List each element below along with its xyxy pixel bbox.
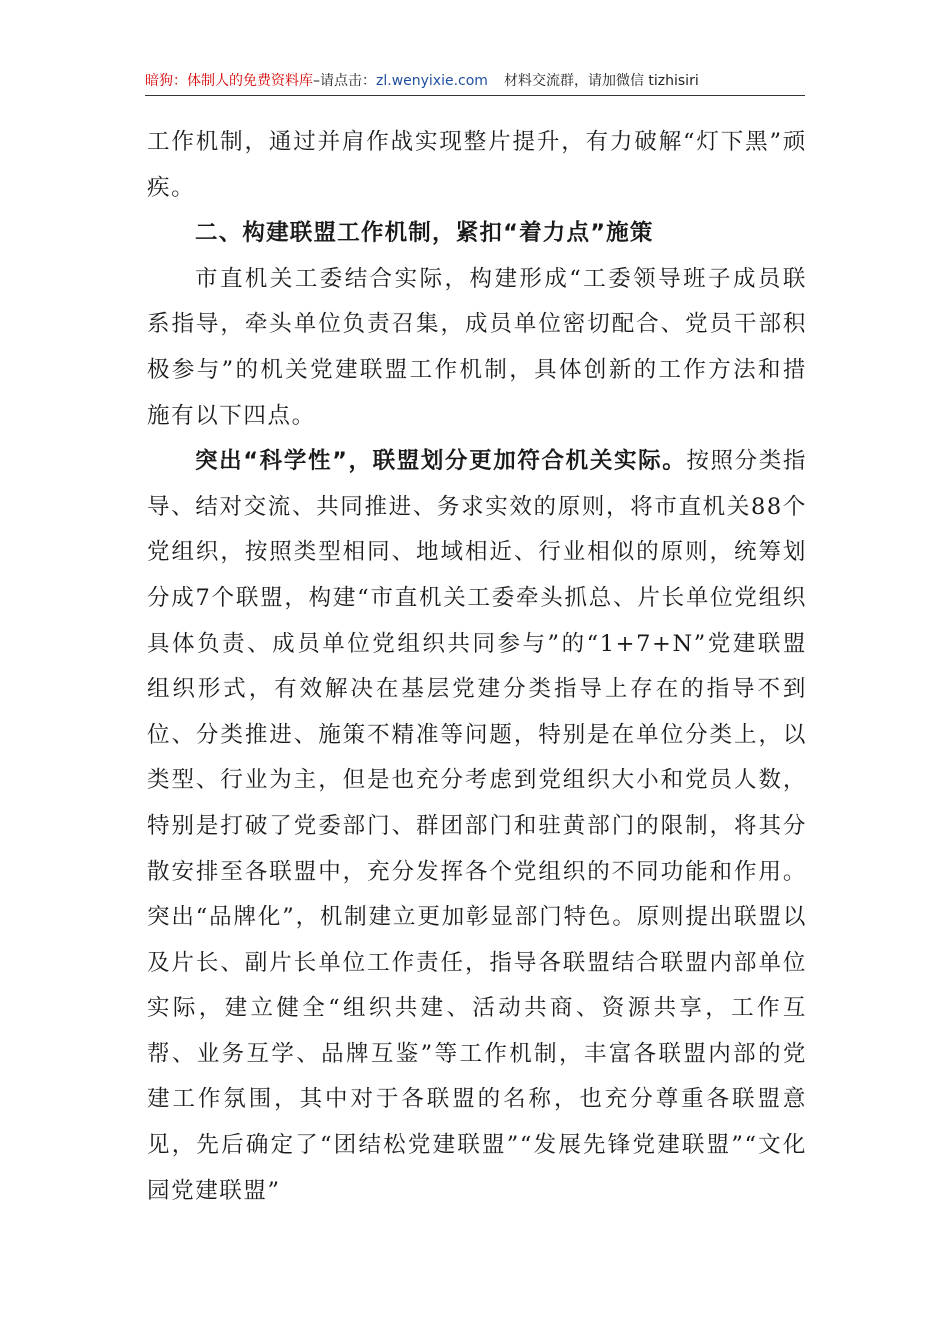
- click-prompt: –请点击：: [313, 73, 376, 89]
- paragraph-main-text: 按照分类指导、结对交流、共同推进、务求实效的原则，将市直机关88个党组织，按照类型相同、地域相近、行业相似的原则，统筹划分成7个联盟，构建“市直机关工委牵头抓总、片长单位党组织具体负责、成员单位党组织共同参与”的“1+7+N”党建联盟组织形式，有效解决在基层党建分类指导上存在的指导不到位、分类推进、施策不精准等问题，特别是在单位分类上，以类型、行业为主，但是也充分考虑到党组织大小和党员人数，特别是打破了党委部门、群团部门和驻黄部门的限制，将其分散安排至各联盟中，充分发挥各个党组织的不同功能和作用。突出“品牌化”，机制建立更加彰显部门特色。原则提出联盟以及片长、副片长单位工作责任，指导各联盟结合联盟内部单位实际，建立健全“组织共建、活动共商、资源共享，工作互帮、业务互学、品牌互鉴”等工作机制，丰富各联盟内部的党建工作氛围，其中对于各联盟的名称，也充分尊重各联盟意见，先后确定了“团结松党建联盟”“发展先锋党建联盟”“文化园党建联盟”: [147, 448, 807, 1204]
- wechat-note: 材料交流群，请加微信 tizhisiri: [503, 73, 699, 89]
- paragraph-lead-bold: 突出“科学性”，联盟划分更加符合机关实际。: [195, 448, 687, 475]
- site-url-link[interactable]: zl.wenyixie.com: [376, 73, 488, 89]
- section-heading: 二、构建联盟工作机制，紧扣“着力点”施策: [195, 220, 654, 247]
- document-body: [147, 120, 807, 1214]
- paragraph-main: [147, 439, 807, 1214]
- header-divider: [145, 95, 805, 96]
- paragraph-intro: 市直机关工委结合实际，构建形成“工委领导班子成员联系指导，牵头单位负责召集，成员单位密切配合、党员干部积极参与”的机关党建联盟工作机制，具体创新的工作方法和措施有以下四点。: [147, 265, 807, 429]
- site-name: 暗狗：体制人的免费资料库: [145, 73, 313, 89]
- page-header: [145, 66, 805, 96]
- paragraph-continued: 工作机制，通过并肩作战实现整片提升，有力破解“灯下黑”顽疾。: [147, 129, 807, 201]
